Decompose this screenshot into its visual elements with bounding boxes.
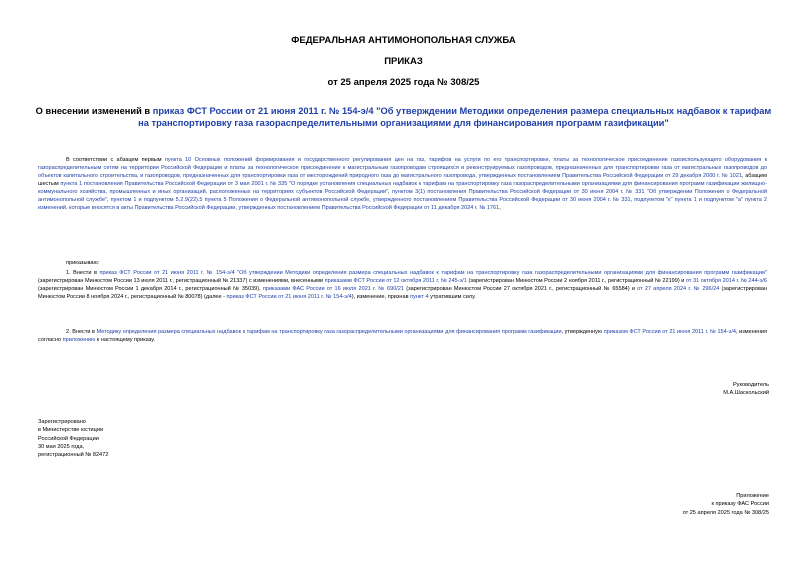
item-2-paragraph: [38, 328, 767, 344]
item1-link-5[interactable]: от 27 апреля 2024 г. № 296/24: [637, 286, 720, 293]
preamble-link-2[interactable]: пункта 1 постановления Правительства Российской Федерации от 3 мая 2001 г. № 335 "О порядке установления специальных надбавок к тарифам на транспортировку газа газораспределительными организациями для финансирования программ газификации жилищно-коммунального хозяйства, промышленных и иных организаций, расположенных на территориях субъектов Российской Федерации": [38, 181, 767, 196]
preamble-text: ,: [107, 197, 111, 204]
registration-block: [38, 418, 108, 459]
item1-link-1[interactable]: приказ ФСТ России от 21 июня 2011 г. № 154-э/4 "Об утверждении Методики определения размера специальных надбавок к тарифам на транспортировку газа газораспределительными организациями для финансирования программ газификации": [99, 270, 767, 276]
preamble-text: В соответствии с абзацем первым: [66, 157, 165, 163]
item1-text: (зарегистрирован Минюстом России 1 декабря 2014 г., регистрационный № 35039),: [38, 286, 263, 293]
item1-link-6[interactable]: приказ ФСТ России от 21 июня 2011 г. № 154-э/4: [226, 294, 352, 301]
signer-position: Руководитель: [732, 382, 769, 388]
document-title: [30, 105, 777, 129]
document-date-number: от 25 апреля 2025 года № 308/25: [327, 77, 480, 88]
item1-text: 1. Внести в: [66, 270, 100, 276]
preamble-paragraph: [38, 156, 767, 212]
preamble-link-4[interactable]: пунктом 1 и подпунктом 5.2.9(22).5 пункта 5 Положения о Федеральной антимонопольной службе, утвержденного постановлением Правительства Российской Федерации от 30 июня 2004 г. № 331: [110, 197, 631, 204]
order-word: приказываю:: [66, 260, 100, 266]
item1-link-7[interactable]: пункт 4: [410, 294, 429, 301]
item-1-paragraph: [38, 269, 767, 301]
item1-link-3[interactable]: от 31 октября 2014 г. № 244-э/6: [685, 278, 767, 285]
document-type: ПРИКАЗ: [384, 56, 423, 67]
signer-name: М.А.Шаскольский: [723, 390, 769, 397]
registration-line: 30 мая 2025 года,: [38, 443, 85, 450]
registration-line: в Министерстве юстиции: [38, 427, 104, 434]
item2-link-3[interactable]: приложению: [62, 337, 96, 344]
item2-text: , утвержденную: [561, 329, 604, 335]
preamble-link-3[interactable]: пунктом 3(1) постановления Правительства Российской Федерации от 30 июня 2004 г. № 331 "Об утверждении Положения о Федеральной антимонопольной службе": [38, 189, 767, 204]
item2-text: к настоящему приказу.: [95, 337, 156, 344]
preamble-link-1[interactable]: пункта 10 Основных положений формирования и государственного регулирования цен на газ, тарифов на услуги по его транспортировке, платы за технологическое присоединение газоиспользующего оборудования к газораспределительным сетям на территории Российской Федерации и платы за технологическое присоединение к магистральным газопроводам строящихся и реконструируемых газопроводов, предназначенных для транспортировки газа от магистральных газопроводов до объектов капитального строительства, и газопроводов, предназначенных для транспортировки газа от месторождений природного газа до магистрального газопровода, утвержденных постановлением Правительства Российской Федерации от 29 декабря 2000 г. № 1021: [38, 157, 767, 180]
item1-text: (зарегистрирован Минюстом России 27 октября 2021 г., регистрационный № 65584) и: [404, 286, 638, 293]
item2-link-1[interactable]: Методику определения размера специальных надбавок к тарифам на транспортировку газа газораспределительными организациями для финансирования программ газификации: [96, 329, 562, 335]
appendix-line: от 25 апреля 2025 года № 308/25: [682, 509, 769, 516]
preamble-text: ,: [388, 189, 392, 196]
appendix-line: Приложение: [736, 493, 769, 499]
preamble-text: ,: [630, 197, 635, 204]
item1-link-2[interactable]: приказами ФСТ России от 12 октября 2011 г. № 245-э/1: [324, 278, 467, 285]
registration-line: регистрационный № 82472: [38, 452, 109, 459]
preamble-text: ,: [499, 205, 501, 212]
registration-line: Российской Федерации: [38, 435, 99, 442]
appendix-block: [683, 492, 769, 517]
item1-text: (зарегистрирован Минюстом России 8 ноября 2024 г., регистрационный № 80078) (далее -: [38, 286, 767, 301]
title-prefix: О внесении изменений в: [35, 106, 153, 116]
item2-text: , изменения согласно: [38, 329, 767, 344]
item1-text: ), изменение, признав: [351, 294, 411, 301]
agency-name: ФЕДЕРАЛЬНАЯ АНТИМОНОПОЛЬНАЯ СЛУЖБА: [291, 35, 516, 46]
item2-link-2[interactable]: приказом ФСТ России от 21 июня 2011 г. № 154-э/4: [603, 329, 737, 335]
item1-text: (зарегистрирован Минюстом России 13 июля 2011 г., регистрационный № 21337) с изменениями, внесенными: [38, 278, 325, 285]
preamble-link-5[interactable]: подпунктом "к" пункта 1 и подпунктом "а" пункта 2 изменений, которые вносятся в акты Правительства Российской Федерации, утвержденных постановлением Правительства Российской Федерации от 11 декабря 2024 г. № 1761: [38, 197, 767, 212]
signer-block: [723, 381, 769, 398]
registration-line: Зарегистрировано: [38, 419, 86, 425]
title-link[interactable]: приказ ФСТ России от 21 июня 2011 г. № 154-э/4 "Об утверждении Методики определения размера специальных надбавок к тарифам на транспортировку газа газораспределительными организациями для финансирования программ газификации": [138, 106, 772, 128]
item2-text: 2. Внести в: [66, 329, 97, 335]
preamble-text: , абзацем шестым: [38, 173, 767, 188]
item1-text: (зарегистрирован Минюстом России 2 ноября 2011 г., регистрационный № 22199) и: [466, 278, 686, 285]
item1-link-4[interactable]: приказами ФАС России от 16 июля 2021 г. № 690/21: [262, 286, 405, 293]
appendix-line: к приказу ФАС России: [711, 501, 769, 508]
item1-text: утратившим силу.: [428, 294, 476, 301]
